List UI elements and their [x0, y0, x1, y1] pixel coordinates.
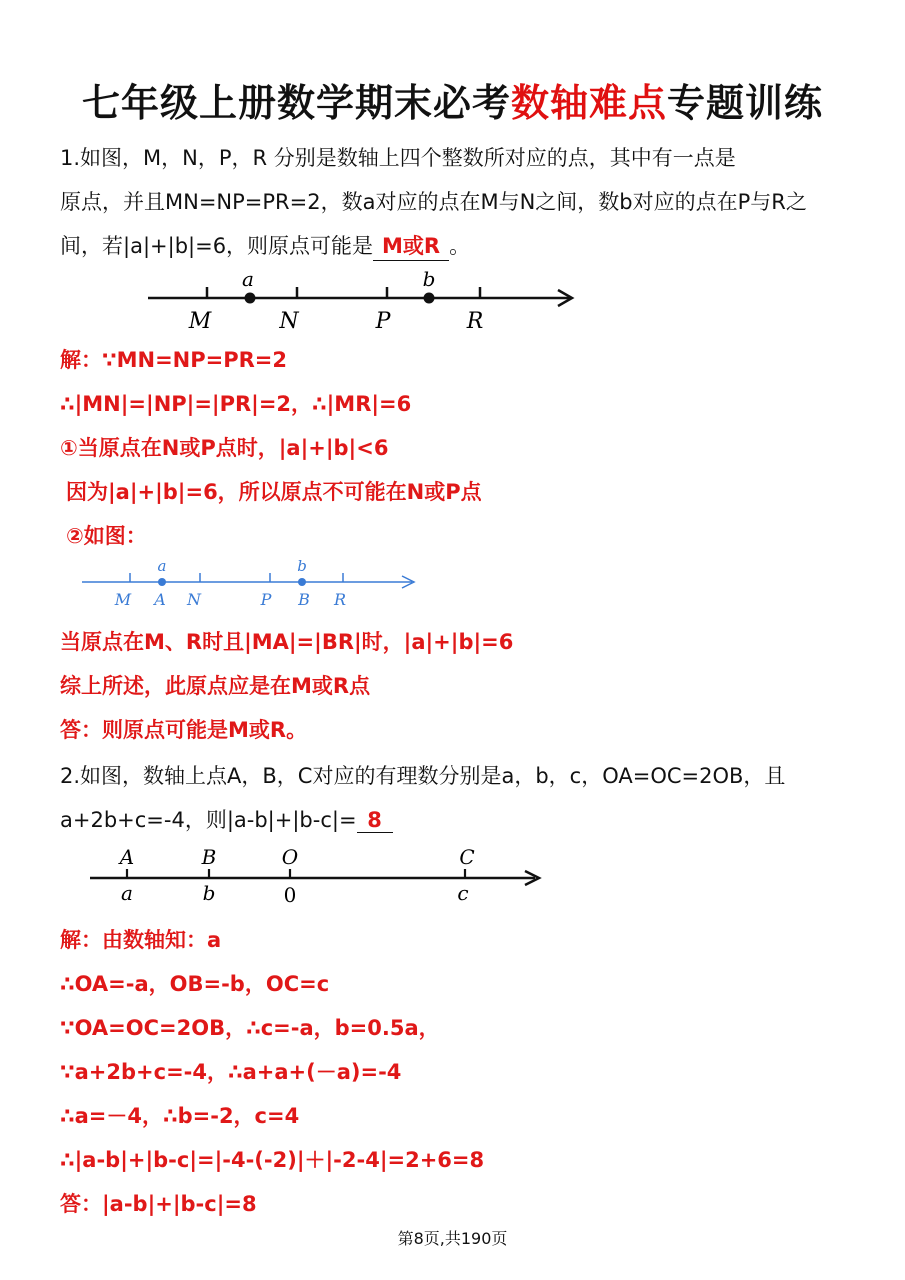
q2-label-c: c [457, 881, 469, 905]
q1s-label-b: b [297, 557, 307, 575]
q1-point-b [424, 293, 435, 304]
q1s-label-B: B [298, 590, 310, 609]
q1-sol-4: 因为|a|+|b|=6，所以原点不可能在N或P点 [66, 480, 482, 504]
q2-sol-2: ∴OA=-a，OB=-b，OC=c [60, 972, 330, 996]
q1s-label-a: a [157, 557, 167, 575]
q2-label-a: a [121, 881, 133, 905]
q2-answer: 8 [357, 808, 393, 833]
q2-line2-prefix: a+2b+c=-4，则|a-b|+|b-c|= [60, 808, 357, 832]
page-title [0, 72, 905, 127]
q1-line3-prefix: 间，若|a|+|b|=6，则原点可能是 [60, 234, 374, 258]
q2-label-A: A [119, 845, 135, 869]
q2-line1: 2.如图，数轴上点A，B，C对应的有理数分别是a，b，c，OA=OC=2OB，且 [60, 764, 786, 788]
q1-solution-number-line [80, 555, 425, 615]
q1s-point-b [298, 578, 306, 586]
q2-label-zero: 0 [283, 883, 297, 907]
q1s-point-a [158, 578, 166, 586]
q1-sol-6: 当原点在M、R时且|MA|=|BR|时，|a|+|b|=6 [60, 630, 514, 654]
q2-sol-6: ∴|a-b|+|b-c|=|-4-(-2)|＋|-2-4|=2+6=8 [60, 1148, 485, 1172]
q1-label-P: P [375, 309, 391, 334]
q1-sol-2: ∴|MN|=|NP|=|PR|=2，∴|MR|=6 [60, 392, 412, 416]
title-highlight: 数轴难点 [510, 81, 667, 125]
q2-label-O: O [281, 845, 299, 869]
title-part2: 专题训练 [667, 81, 824, 125]
q2-sol-4: ∵a+2b+c=-4，∴a+a+(－a)=-4 [60, 1060, 402, 1084]
q1-point-a [245, 293, 256, 304]
q1-sol-8: 答：则原点可能是M或R。 [60, 718, 308, 742]
q2-number-line [85, 838, 555, 913]
q2-sol-3: ∵OA=OC=2OB，∴c=-a，b=0.5a， [60, 1016, 440, 1040]
q2-label-B: B [201, 845, 217, 869]
q2-sol-1: 解：由数轴知：a [60, 928, 222, 952]
q2-label-C: C [459, 845, 475, 869]
q1-label-b: b [422, 267, 436, 291]
page-footer: 第8页,共190页 [397, 1229, 508, 1248]
q2-label-b: b [202, 881, 216, 905]
q1-number-line [140, 262, 590, 337]
q2-line2 [60, 804, 393, 834]
q1-label-N: N [279, 309, 299, 334]
q2-sol-7: 答：|a-b|+|b-c|=8 [60, 1192, 257, 1216]
q1-label-M: M [188, 309, 212, 334]
q1-line3-suffix: 。 [449, 234, 471, 258]
q1-line1: 1.如图，M，N，P，R 分别是数轴上四个整数所对应的点，其中有一点是 [60, 146, 736, 170]
q1s-label-N: N [187, 590, 201, 609]
q1s-label-A: A [154, 590, 166, 609]
q1s-label-P: P [260, 590, 272, 609]
q1s-label-M: M [114, 590, 132, 609]
q2-sol-5: ∴a=－4，∴b=-2，c=4 [60, 1104, 300, 1128]
q1-sol-3: ①当原点在N或P点时，|a|+|b|<6 [60, 436, 389, 460]
q1s-label-R: R [333, 590, 347, 609]
q1-line2: 原点，并且MN=NP=PR=2，数a对应的点在M与N之间，数b对应的点在P与R之 [60, 190, 807, 214]
q1-label-a: a [242, 267, 254, 291]
q1-sol-5: ②如图： [66, 524, 147, 548]
title-part1: 七年级上册数学期末必考 [81, 81, 511, 125]
q1-answer: M或R [373, 230, 449, 261]
q1-sol-1: 解：∵MN=NP=PR=2 [60, 348, 288, 372]
q1-line3 [60, 230, 470, 261]
q1-label-R: R [466, 309, 484, 334]
q1-sol-7: 综上所述，此原点应是在M或R点 [60, 674, 371, 698]
